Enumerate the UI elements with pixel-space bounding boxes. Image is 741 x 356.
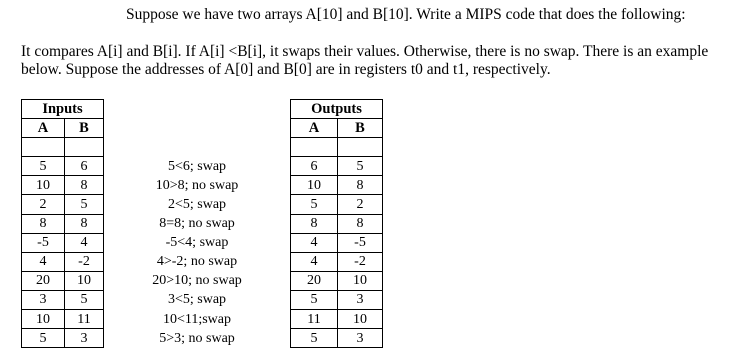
input-a-cell: 5 (22, 157, 65, 176)
header-spacer (104, 100, 291, 119)
problem-description (21, 43, 733, 79)
comparison-note-cell: 3<5; swap (167, 292, 227, 308)
comparison-note-cell: 5<6; swap (167, 158, 227, 174)
gap-cell (65, 138, 104, 157)
output-a-cell: 4 (291, 252, 338, 271)
comparison-note-cell: 20>10; no swap (152, 273, 242, 289)
input-b-cell: 8 (65, 214, 104, 233)
table-row (22, 176, 383, 195)
comparison-note-cell: 8=8; no swap (159, 216, 235, 232)
output-b-cell: 10 (338, 271, 383, 290)
input-a-cell: 3 (22, 290, 65, 309)
table-row (22, 233, 383, 252)
output-a-cell: 6 (291, 157, 338, 176)
input-b-cell: 8 (65, 176, 104, 195)
input-a-cell: 4 (22, 252, 65, 271)
input-a-cell: 10 (22, 310, 65, 329)
gap-cell (22, 138, 65, 157)
example-table (21, 99, 383, 348)
output-a-cell: 5 (291, 195, 338, 214)
output-b-cell: 3 (338, 290, 383, 309)
comparison-note-cell: 10>8; no swap (155, 177, 239, 193)
table-row (22, 195, 383, 214)
output-b-cell: 5 (338, 157, 383, 176)
table-row (22, 329, 383, 348)
comparison-note-cell: 10<11;swap (162, 311, 232, 327)
output-a-cell: 20 (291, 271, 338, 290)
output-a-cell: 8 (291, 214, 338, 233)
table-row (22, 157, 383, 176)
output-b-cell: 2 (338, 195, 383, 214)
input-b-cell: 5 (65, 195, 104, 214)
comparison-note-cell: -5<4; swap (165, 235, 229, 251)
output-a-cell: 5 (291, 329, 338, 348)
table-row (22, 310, 383, 329)
input-b-cell: 11 (65, 310, 104, 329)
input-b-cell: -2 (65, 252, 104, 271)
input-a-cell: 2 (22, 195, 65, 214)
inputs-col-b-header: B (65, 119, 104, 138)
output-b-cell: -5 (338, 233, 383, 252)
input-a-cell: 8 (22, 214, 65, 233)
input-b-cell: 4 (65, 233, 104, 252)
output-b-cell: -2 (338, 252, 383, 271)
input-b-cell: 3 (65, 329, 104, 348)
output-b-cell: 3 (338, 329, 383, 348)
gap-cell (104, 138, 291, 157)
gap-cell (338, 138, 383, 157)
description-line-1: It compares A[i] and B[i]. If A[i] <B[i], it swaps their values. Otherwise, there is no swap. There is an example (21, 43, 709, 60)
input-b-cell: 10 (65, 271, 104, 290)
gap-cell (291, 138, 338, 157)
problem-statement-intro: Suppose we have two arrays A[10] and B[10]. Write a MIPS code that does the following: (126, 6, 686, 23)
output-a-cell: 11 (291, 310, 338, 329)
output-b-cell: 8 (338, 176, 383, 195)
table-row (22, 214, 383, 233)
output-a-cell: 10 (291, 176, 338, 195)
input-b-cell: 6 (65, 157, 104, 176)
example-table-body (22, 100, 383, 348)
table-row (22, 271, 383, 290)
outputs-col-a-header: A (291, 119, 338, 138)
input-b-cell: 5 (65, 290, 104, 309)
comparison-note-cell: 4>-2; no swap (156, 254, 238, 270)
outputs-col-b-header: B (338, 119, 383, 138)
input-a-cell: 10 (22, 176, 65, 195)
output-a-cell: 4 (291, 233, 338, 252)
description-line-2: below. Suppose the addresses of A[0] and B[0] are in registers t0 and t1, respectively. (21, 61, 551, 78)
inputs-col-a-header: A (22, 119, 65, 138)
subheader-spacer (104, 119, 291, 138)
table-row (22, 290, 383, 309)
table-row (22, 252, 383, 271)
comparison-note-cell: 5>3; no swap (159, 330, 235, 346)
comparison-note-cell: 2<5; swap (167, 197, 227, 213)
outputs-header: Outputs (291, 100, 383, 119)
input-a-cell: 20 (22, 271, 65, 290)
inputs-header: Inputs (22, 100, 104, 119)
output-b-cell: 8 (338, 214, 383, 233)
output-b-cell: 10 (338, 310, 383, 329)
output-a-cell: 5 (291, 290, 338, 309)
input-a-cell: -5 (22, 233, 65, 252)
input-a-cell: 5 (22, 329, 65, 348)
